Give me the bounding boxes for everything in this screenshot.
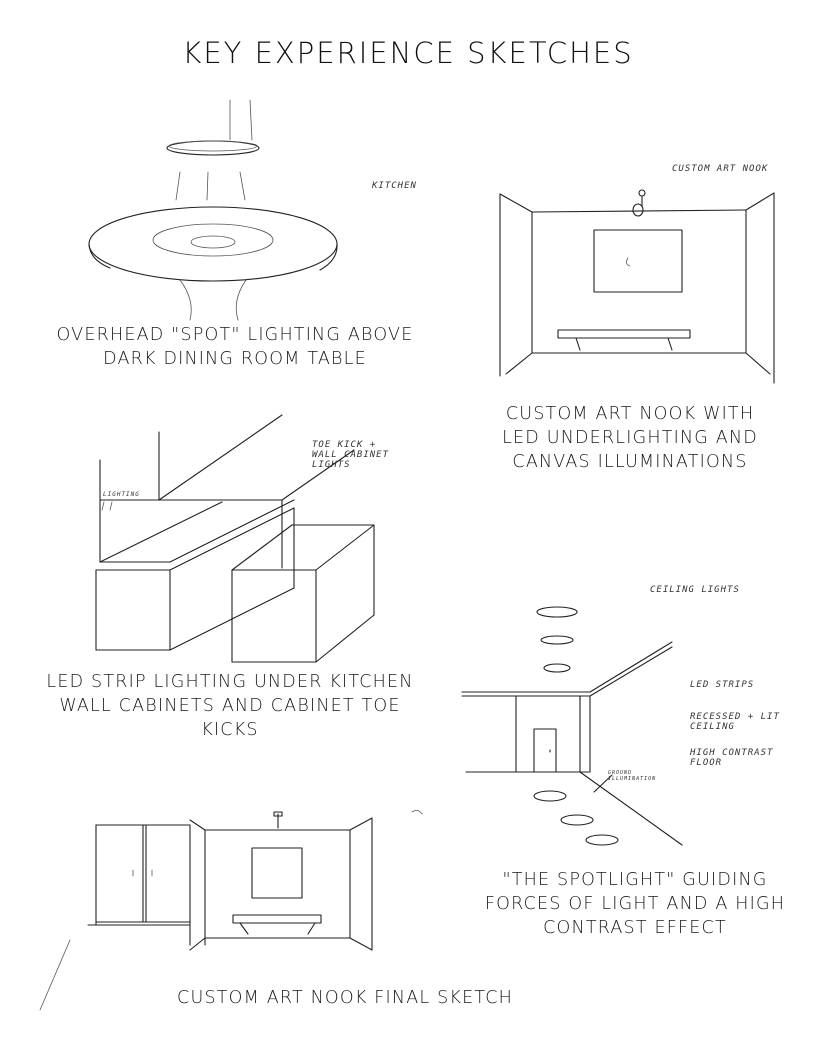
- kitchen-small-label: LIGHTING: [103, 491, 140, 498]
- spotlight-note-ceiling: CEILING LIGHTS: [650, 585, 740, 595]
- kitchen-caption: LED STRIP LIGHTING UNDER KITCHEN WALL CABINETS AND CABINET TOE KICKS: [46, 672, 414, 740]
- spotlight-hallway-sketch: [462, 600, 692, 850]
- final-caption: CUSTOM ART NOOK FINAL SKETCH: [177, 988, 513, 1008]
- dining-note: KITCHEN: [372, 181, 417, 191]
- dining-table-sketch: [80, 100, 380, 320]
- art-nook-note: CUSTOM ART NOOK: [672, 164, 769, 174]
- spotlight-note-recessed: RECESSED + LIT CEILING: [690, 712, 780, 732]
- spotlight-caption: "THE SPOTLIGHT" GUIDING FORCES OF LIGHT AND A HIGH CONTRAST EFFECT: [484, 870, 786, 938]
- art-nook-caption: CUSTOM ART NOOK WITH LED UNDERLIGHTING AND CANVAS ILLUMINATIONS: [502, 404, 758, 472]
- page-title: KEY EXPERIENCE SKETCHES: [182, 36, 634, 70]
- kitchen-note: TOE KICK + WALL CABINET LIGHTS: [312, 440, 390, 470]
- dining-caption: OVERHEAD "SPOT" LIGHTING ABOVE DARK DINING ROOM TABLE: [56, 325, 414, 369]
- spotlight-note-ground: GROUND ILLUMINATION: [608, 770, 657, 782]
- spotlight-note-floor: HIGH CONTRAST FLOOR: [690, 748, 774, 768]
- spotlight-note-led: LED STRIPS: [690, 680, 755, 690]
- art-nook-sketch: [496, 188, 781, 388]
